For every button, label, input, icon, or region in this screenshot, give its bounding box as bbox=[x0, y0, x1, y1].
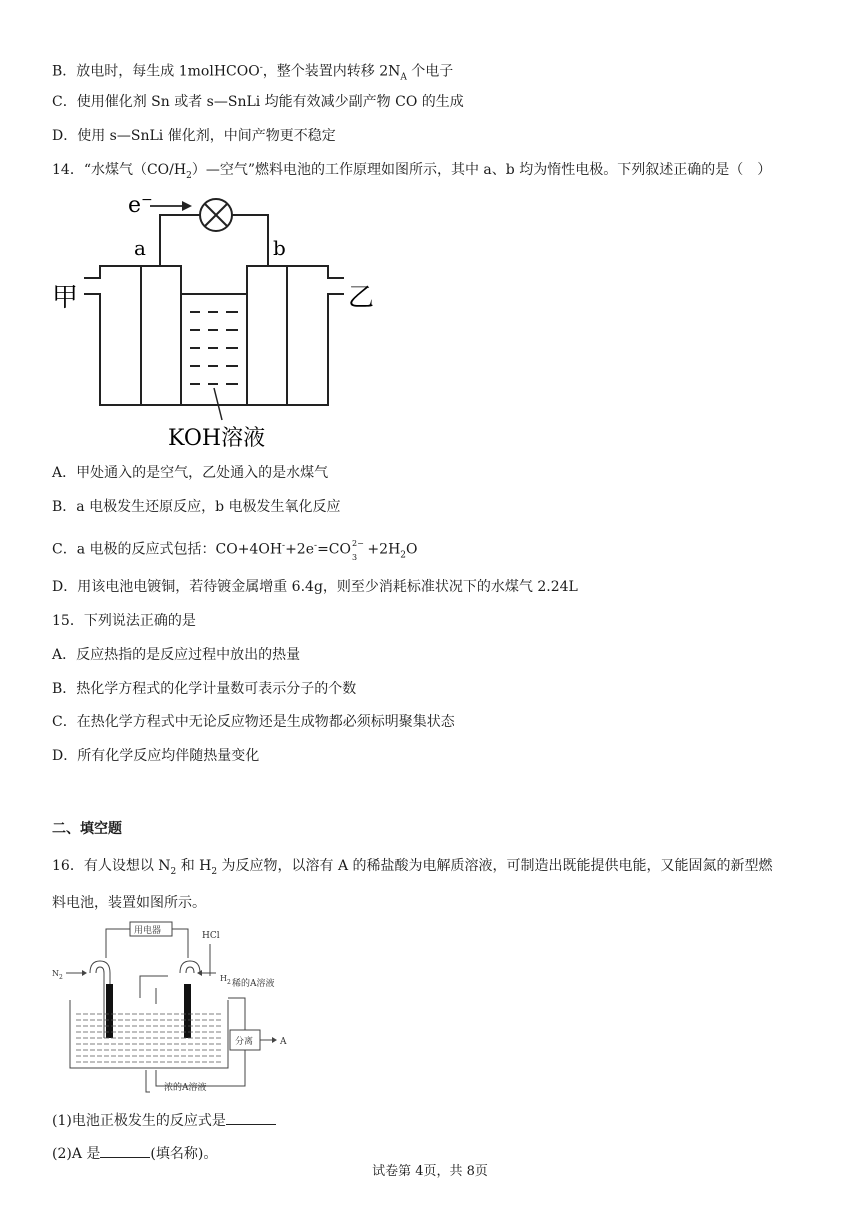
electron-label: e− bbox=[128, 192, 153, 218]
appliance-label: 用电器 bbox=[134, 926, 162, 936]
electrode-left bbox=[106, 984, 113, 1038]
q14-option-c: C．a 电极的反应式包括：CO+4OH-+2e-=CO 2− 3 $+2H_2O$ bbox=[52, 538, 418, 562]
answer-blank-2[interactable] bbox=[100, 1143, 150, 1158]
hcl-label: HCl bbox=[202, 931, 220, 941]
nitrogen-fuel-cell-diagram bbox=[50, 918, 310, 1098]
q14-option-d: D．用该电池电镀铜，若待镀金属增重 6.4g，则至少消耗标准状况下的水煤气 2.24L bbox=[52, 579, 578, 595]
q15-option-b: B．热化学方程式的化学计量数可表示分子的个数 bbox=[52, 681, 357, 697]
separator-label: 分离 bbox=[235, 1037, 254, 1047]
inlet-yi-label: 乙 bbox=[348, 283, 375, 313]
concentrated-solution-label: 浓的A溶液 bbox=[164, 1083, 207, 1093]
answer-blank-1[interactable] bbox=[226, 1110, 276, 1125]
page-footer: 试卷第 4页，共 8页 bbox=[372, 1164, 488, 1179]
electrode-b-label: b bbox=[273, 236, 286, 260]
lamp-icon bbox=[200, 199, 232, 231]
q13-option-b: B．放电时，每生成 1molHCOO-，整个装置内转移 $2N_A$ 个电子 bbox=[52, 63, 454, 83]
q15-stem: 15．下列说法正确的是 bbox=[52, 613, 196, 629]
inlet-jia-label: 甲 bbox=[52, 283, 79, 313]
q14-option-a: A．甲处通入的是空气，乙处通入的是水煤气 bbox=[52, 465, 329, 481]
q16-stem-line1: 16．有人设想以 $N_2$ 和 $H_2$ 为反应物，以溶有 A 的稀盐酸为电解质溶液，可制造出既能提供电能，又能固氮的新型燃 bbox=[52, 858, 773, 877]
electrolyte-dashes bbox=[190, 312, 238, 384]
q16-subquestion-2: (2)A 是 (填名称)。 bbox=[52, 1143, 217, 1164]
fuel-cell-diagram bbox=[50, 188, 380, 450]
electrolyte-label: KOH溶液 bbox=[168, 426, 266, 450]
electrode-a-label: a bbox=[134, 236, 146, 260]
section-heading: 二、填空题 bbox=[52, 821, 122, 837]
q15-option-a: A．反应热指的是反应过程中放出的热量 bbox=[52, 647, 301, 663]
q13-option-c: C．使用催化剂 Sn 或者 s—SnLi 均能有效减少副产物 CO 的生成 bbox=[52, 94, 464, 110]
q16-subquestion-1: (1)电池正极发生的反应式是 bbox=[52, 1110, 276, 1131]
q15-option-c: C．在热化学方程式中无论反应物还是生成物都必须标明聚集状态 bbox=[52, 714, 455, 730]
q14-stem: 14．“水煤气$(CO/H_2)—$空气”燃料电池的工作原理如图所示，其中 a、b 均为惰性电极。下列叙述正确的是（ ） bbox=[52, 162, 772, 181]
electrode-right bbox=[184, 984, 191, 1038]
electrolyte-lines bbox=[76, 1014, 222, 1062]
q13-option-d: D．使用 s—SnLi 催化剂，中间产物更不稳定 bbox=[52, 128, 336, 144]
q14-option-b: B．a 电极发生还原反应，b 电极发生氧化反应 bbox=[52, 499, 341, 515]
q15-option-d: D．所有化学反应均伴随热量变化 bbox=[52, 748, 260, 764]
q16-stem-line2: 料电池，装置如图所示。 bbox=[52, 895, 206, 911]
h2-label: $H_2$ bbox=[220, 974, 231, 986]
dilute-solution-label: 稀的A溶液 bbox=[232, 979, 275, 989]
product-label: A bbox=[280, 1037, 287, 1047]
n2-label: $N_2$ bbox=[52, 969, 63, 981]
